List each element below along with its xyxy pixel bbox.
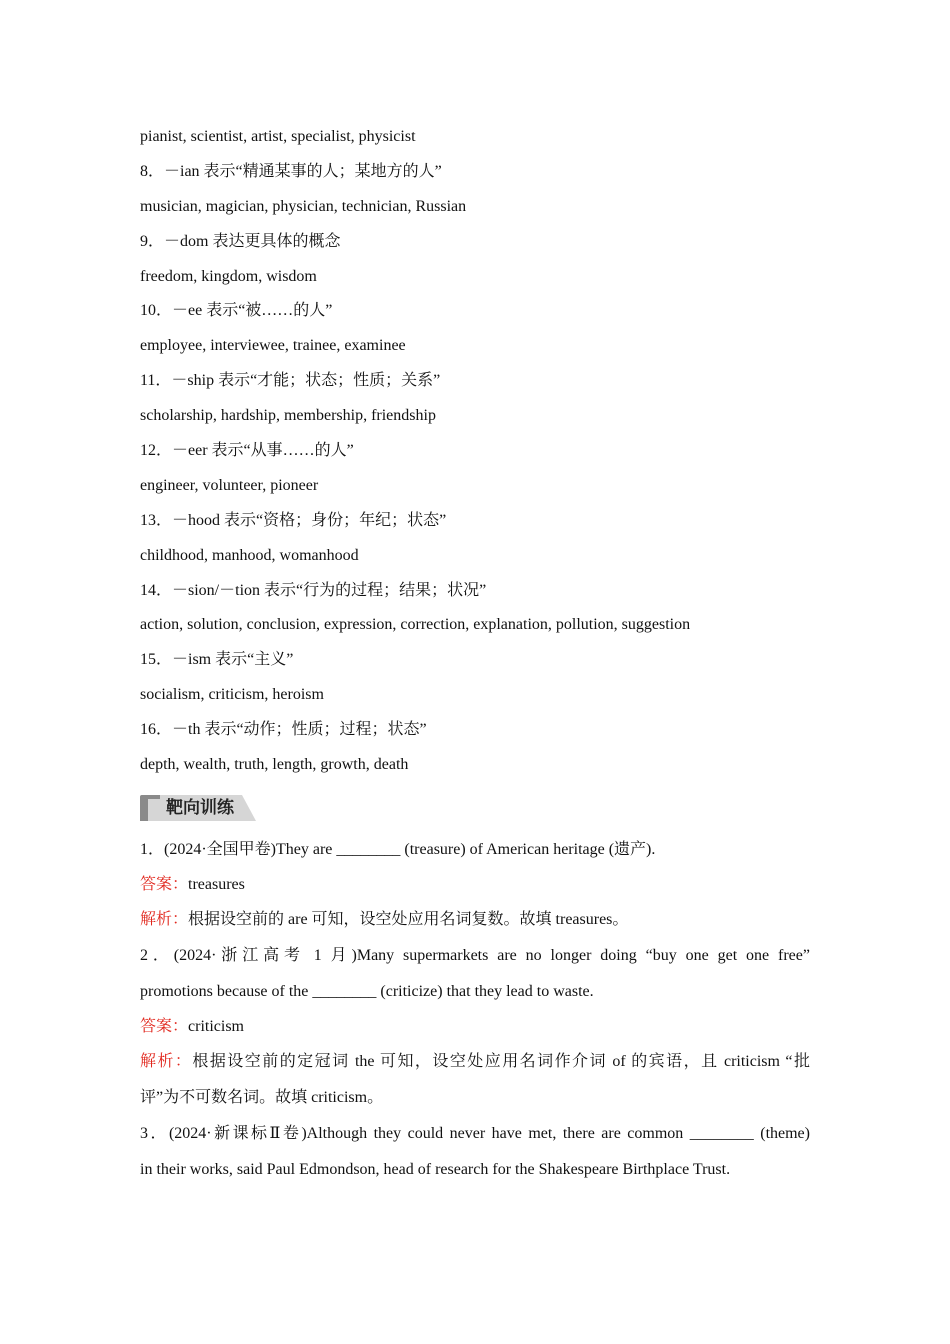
question-1-answer <box>140 868 810 903</box>
suffix-examples-9: freedom, kingdom, wisdom <box>140 267 317 285</box>
question-2-analysis-line1 <box>140 1044 810 1080</box>
question-2-prompt-line1: 2．(2024·浙江高考 1 月)Many supermarkets are no longer doing “buy one get one free” <box>140 946 810 964</box>
suffix-examples-12: engineer, volunteer, pioneer <box>140 476 319 494</box>
analysis-label: 解析： <box>140 910 189 928</box>
suffix-heading-14: 14．－sion/－tion 表示“行为的过程；结果；状况” <box>140 581 487 599</box>
answer-text: criticism <box>188 1017 244 1035</box>
page-content <box>140 120 810 1188</box>
question-3-prompt-line1: 3．(2024·新课标Ⅱ卷)Although they could never have met, there are common ________ (theme) <box>140 1125 810 1143</box>
suffix-heading-15: 15．－ism 表示“主义” <box>140 651 294 669</box>
analysis-label: 解析： <box>140 1053 193 1071</box>
suffix-examples-7: pianist, scientist, artist, specialist, physicist <box>140 128 416 145</box>
suffix-heading-13: 13．－hood 表示“资格；身份；年纪；状态” <box>140 511 447 529</box>
suffix-examples-14: action, solution, conclusion, expression, correction, explanation, pollution, suggestion <box>140 616 691 634</box>
answer-label: 答案： <box>140 1017 189 1035</box>
analysis-text: 根据设空前的 are 可知，设空处应用名词复数。故填 treasures。 <box>188 910 629 928</box>
question-1-prompt: 1．(2024·全国甲卷)They are ________ (treasure) of American heritage (遗产). <box>140 840 656 858</box>
question-2-analysis-line2: 评”为不可数名词。故填 criticism。 <box>140 1089 384 1107</box>
suffix-examples-15: socialism, criticism, heroism <box>140 686 324 704</box>
suffix-heading-11: 11．－ship 表示“才能；状态；性质；关系” <box>140 372 441 390</box>
suffix-heading-12: 12．－eer 表示“从事……的人” <box>140 442 354 460</box>
question-3-prompt-line2: in their works, said Paul Edmondson, head of research for the Shakespeare Birthplace Trust. <box>140 1161 731 1179</box>
suffix-heading-9: 9．－dom 表达更具体的概念 <box>140 232 341 250</box>
analysis-text: 根据设空前的定冠词 the 可知，设空处应用名词作介词 of 的宾语，且 criticism “批 <box>192 1053 810 1071</box>
suffix-heading-10: 10．－ee 表示“被……的人” <box>140 302 333 320</box>
question-2-answer <box>140 1010 810 1045</box>
suffix-examples-10: employee, interviewee, trainee, examinee <box>140 337 406 355</box>
suffix-examples-13: childhood, manhood, womanhood <box>140 546 359 564</box>
suffix-heading-8: 8．－ian 表示“精通某事的人；某地方的人” <box>140 162 442 180</box>
suffix-examples-8: musician, magician, physician, technician, Russian <box>140 197 467 215</box>
question-1-analysis <box>140 903 810 938</box>
section-banner <box>140 787 810 827</box>
section-title: 靶向训练 <box>166 797 234 818</box>
question-2-prompt-line2: promotions because of the ________ (criticize) that they lead to waste. <box>140 982 594 1000</box>
suffix-heading-16: 16．－th 表示“动作；性质；过程；状态” <box>140 721 427 739</box>
suffix-examples-16: depth, wealth, truth, length, growth, death <box>140 756 409 774</box>
suffix-examples-11: scholarship, hardship, membership, friendship <box>140 407 436 425</box>
answer-label: 答案： <box>140 875 189 893</box>
answer-text: treasures <box>188 875 245 893</box>
